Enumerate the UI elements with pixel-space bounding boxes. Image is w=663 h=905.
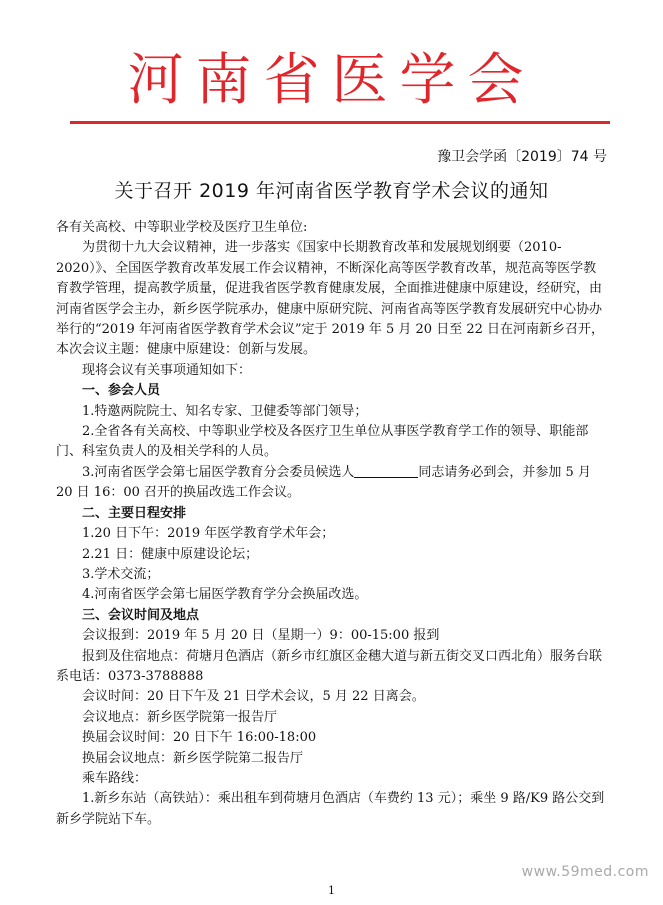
page-number: 1 (328, 884, 335, 897)
list-item: 3.学术交流； (82, 566, 160, 582)
notice-lead: 现将会议有关事项通知如下： (82, 362, 252, 378)
intro-paragraph: 为贯彻十九大会议精神，进一步落实《国家中长期教育改革和发展规划纲要（2010-2020）》、全国医学教育改革发展工作会议精神，不断深化高等医学教育改革，规范高等医学教育教学管理，提高教学质量，促进我省医学教育健康发展，全面推进健康中原建设，经研究，由河南省医学会主办，新乡医学院承办，健康中原研究院、河南省高等医学教育发展研究中心协办举行的“2019 年河南省医学教育学术会议”定于 2019 年 5 月 20 日至 22 日在河南新乡召开，本次会议主题：健康中原建设：创新与发展。 (56, 240, 605, 358)
list-item: 4.河南省医学会第七届医学教育学分会换届改选。 (82, 587, 368, 603)
section-heading-schedule: 二、主要日程安排 (82, 505, 187, 521)
document-title: 关于召开 2019 年河南省医学教育学术会议的通知 (114, 180, 549, 202)
document-number: 豫卫会学函〔2019〕74 号 (437, 149, 607, 165)
list-item: 1.20 日下午：2019 年医学教育学术年会； (82, 526, 335, 542)
section-heading-attendees: 一、参会人员 (82, 383, 161, 399)
election-time-line: 换届会议时间：20 日下午 16:00-18:00 (82, 730, 317, 746)
salutation: 各有关高校、中等职业学校及医疗卫生单位: (56, 220, 308, 235)
list-item: 2.21 日：健康中原建设论坛； (82, 546, 259, 562)
election-place-line: 换届会议地点：新乡医学院第二报告厅 (82, 750, 304, 766)
document-body (56, 218, 608, 830)
registration-line: 会议报到：2019 年 5 月 20 日（星期一）9：00-15:00 报到 (82, 628, 440, 644)
list-item-text: 3.河南省医学会第七届医学教育分会委员候选人 (82, 464, 355, 480)
hotel-line: 报到及住宿地点：荷塘月色酒店（新乡市红旗区金穗大道与新五街交叉口西北角）服务台联系电话：0373-3788888 (56, 648, 603, 684)
meeting-time-line: 会议时间：20 日下午及 21 日学术会议，5 月 22 日离会。 (82, 689, 425, 705)
section-heading-time-place: 三、会议时间及地点 (82, 607, 200, 623)
route-item: 1.新乡东站（高铁站）：乘出租车到荷塘月色酒店（车费约 13 元）；乘坐 9 路/K9 路公交到新乡学院站下车。 (56, 791, 605, 827)
list-item: 1.特邀两院院士、知名专家、卫健委等部门领导； (82, 403, 368, 419)
list-item-text: 同志请务必到会，并参加 5 月 20 日 16：00 召开的换届改选工作会议。 (56, 464, 591, 501)
name-blank-line (354, 463, 418, 478)
list-item (56, 463, 608, 504)
masthead-red-rule (70, 121, 610, 124)
masthead-title: 河南省医学会 (127, 48, 536, 113)
list-item: 2.全省各有关高校、中等职业学校及各医疗卫生单位从事医学教育学工作的领导、职能部门、科室负责人的及相关学科的人员。 (56, 424, 589, 460)
route-label: 乘车路线： (82, 770, 148, 786)
meeting-place-line: 会议地点：新乡医学院第一报告厅 (82, 709, 278, 725)
watermark: www.59med.com (521, 864, 649, 880)
